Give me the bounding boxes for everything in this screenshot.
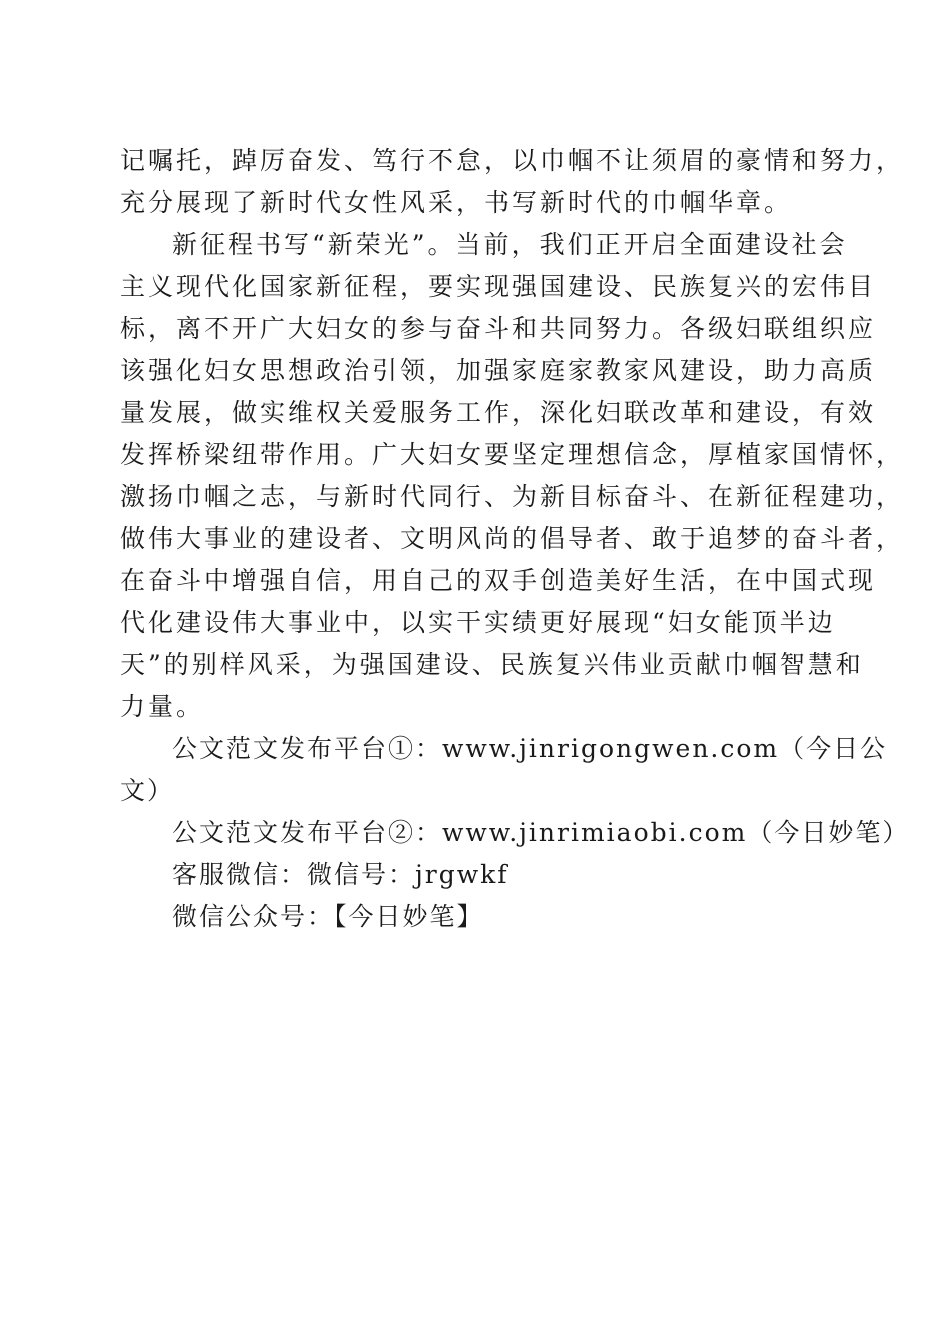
paragraph-main: [120, 224, 905, 728]
text-line: 代化建设伟大事业中，以实干实绩更好展现“妇女能顶半边: [120, 608, 836, 637]
text-line: 记嘱托，踔厉奋发、笃行不怠，以巾帼不让须眉的豪情和努力，: [120, 146, 905, 175]
document-body: [120, 140, 910, 938]
text-line: 新征程书写“新荣光”。当前，我们正开启全面建设社会: [172, 230, 848, 259]
text-line: 激扬巾帼之志，与新时代同行、为新目标奋斗、在新征程建功，: [120, 482, 905, 511]
text-line: 充分展现了新时代女性风采，书写新时代的巾帼华章。: [120, 188, 793, 217]
text-line: 量发展，做实维权关爱服务工作，深化妇联改革和建设，有效: [120, 398, 877, 427]
text-line: 主义现代化国家新征程，要实现强国建设、民族复兴的宏伟目: [120, 272, 877, 301]
paragraph-continuation: [120, 140, 905, 224]
text-line: 力量。: [120, 692, 205, 721]
text-line: 标，离不开广大妇女的参与奋斗和共同努力。各级妇联组织应: [120, 314, 877, 343]
wechat-service-text: 客服微信：微信号：jrgwkf: [172, 860, 509, 889]
wechat-official-text: 微信公众号：【今日妙笔】: [172, 902, 484, 931]
text-line: 在奋斗中增强自信，用自己的双手创造美好生活，在中国式现: [120, 566, 877, 595]
platform1-text: 公文范文发布平台①：www.jinrigongwen.com（今日公: [172, 734, 888, 763]
text-line: 发挥桥梁纽带作用。广大妇女要坚定理想信念，厚植家国情怀，: [120, 440, 905, 469]
platform2-text: 公文范文发布平台②：www.jinrimiaobi.com（今日妙笔）: [172, 818, 910, 847]
footer-info: [120, 728, 910, 938]
text-line: 天”的别样风采，为强国建设、民族复兴伟业贡献巾帼智慧和: [120, 650, 864, 679]
platform1-text-cont: 文）: [120, 776, 175, 805]
text-line: 该强化妇女思想政治引领，加强家庭家教家风建设，助力高质: [120, 356, 877, 385]
text-line: 做伟大事业的建设者、文明风尚的倡导者、敢于追梦的奋斗者，: [120, 524, 905, 553]
